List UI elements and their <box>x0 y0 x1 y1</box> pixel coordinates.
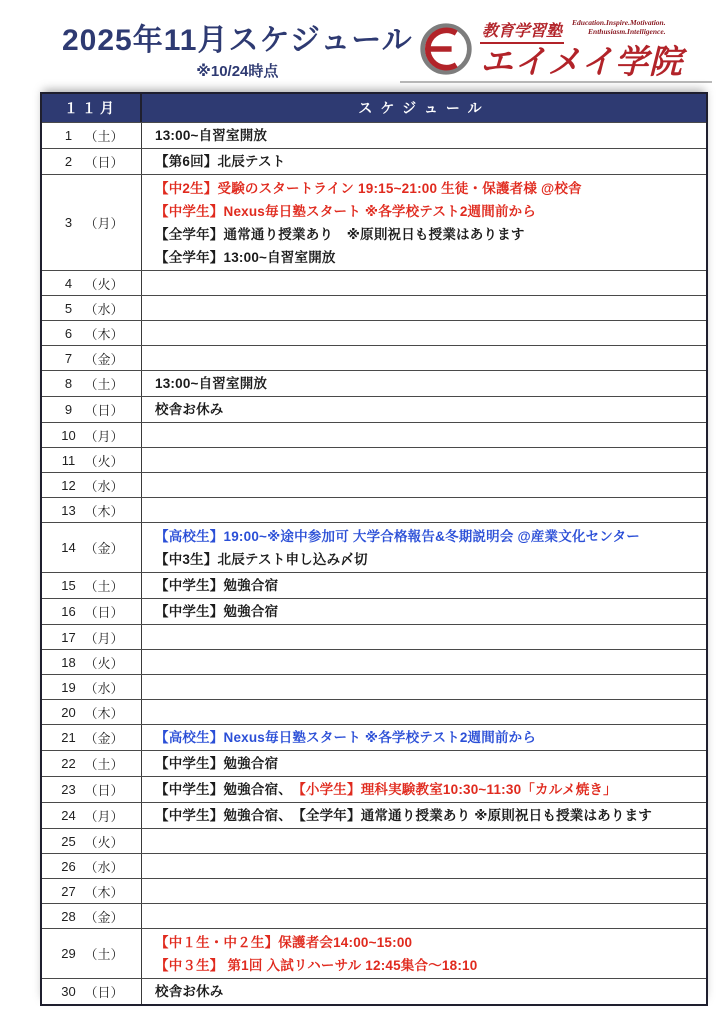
schedule-text-segment: 【中１生・中２生】保護者会14:00~15:00 <box>155 934 413 950</box>
date-cell <box>42 650 142 674</box>
date-cell <box>42 879 142 903</box>
schedule-cell <box>142 149 706 174</box>
date-cell <box>42 675 142 699</box>
weekday-label: （木） <box>84 705 124 721</box>
schedule-line <box>155 778 700 801</box>
schedule-row <box>42 649 706 674</box>
weekday-label: （木） <box>84 326 124 342</box>
date-number: 20 <box>61 704 76 720</box>
date-cell <box>42 346 142 370</box>
date-number: 28 <box>61 908 76 924</box>
logo-text <box>480 18 683 80</box>
date-number: 5 <box>64 300 73 316</box>
schedule-text-segment: 【中3生】北辰テスト申し込み〆切 <box>155 551 368 567</box>
date-cell <box>42 321 142 345</box>
schedule-line <box>155 525 700 548</box>
date-cell <box>42 803 142 828</box>
date-number: 10 <box>61 427 76 443</box>
date-cell <box>42 904 142 928</box>
logo-motto-line2: Enthusiasm.Intelligence. <box>588 27 666 37</box>
schedule-text-segment: 【中学生】勉強合宿、 【全学年】通常通り授業あり ※原則祝日も授業はあります <box>155 808 652 823</box>
schedule-line <box>155 574 700 597</box>
schedule-row <box>42 853 706 878</box>
schedule-row <box>42 447 706 472</box>
title-block <box>62 24 413 81</box>
weekday-label: （日） <box>84 155 124 170</box>
schedule-row <box>42 828 706 853</box>
schedule-text-segment: 【高校生】Nexus毎日塾スタート ※各学校テスト2週間前から <box>155 730 537 745</box>
schedule-cell <box>142 625 706 649</box>
date-cell <box>42 625 142 649</box>
date-number: 9 <box>64 402 73 417</box>
date-cell <box>42 751 142 776</box>
schedule-line <box>155 548 700 571</box>
date-number: 15 <box>61 578 76 593</box>
weekday-label: （水） <box>84 680 124 696</box>
date-cell <box>42 854 142 878</box>
date-cell <box>42 149 142 174</box>
date-cell <box>42 423 142 447</box>
as-of-date-note: ※10/24時点 <box>196 63 279 80</box>
weekday-label: （水） <box>84 478 124 494</box>
schedule-cell <box>142 473 706 497</box>
schedule-line <box>155 223 700 246</box>
schedule-text-segment: 【小学生】理科実験教室10:30~11:30「カルメ焼き」 <box>298 782 617 797</box>
schedule-row <box>42 978 706 1004</box>
date-number: 8 <box>64 376 73 391</box>
date-number: 22 <box>61 756 76 771</box>
weekday-label: （土） <box>84 129 124 144</box>
schedule-row <box>42 174 706 270</box>
month-column-header: １１月 <box>42 94 142 122</box>
schedule-cell <box>142 371 706 396</box>
weekday-label: （月） <box>84 216 124 231</box>
schedule-cell <box>142 675 706 699</box>
weekday-label: （金） <box>84 351 124 367</box>
weekday-label: （日） <box>84 985 124 1000</box>
schedule-line <box>155 200 700 223</box>
schedule-text-segment: 【中学生】勉強合宿 <box>155 756 279 771</box>
table-header-row <box>42 94 706 122</box>
date-number: 23 <box>61 782 76 797</box>
date-number: 1 <box>64 128 73 143</box>
weekday-label: （金） <box>84 909 124 925</box>
schedule-cell <box>142 725 706 750</box>
date-number: 16 <box>61 604 76 619</box>
schedule-cell <box>142 423 706 447</box>
schedule-cell <box>142 321 706 345</box>
weekday-label: （木） <box>84 503 124 519</box>
date-cell <box>42 271 142 295</box>
date-number: 18 <box>61 654 76 670</box>
schedule-row <box>42 148 706 174</box>
schedule-row <box>42 270 706 295</box>
schedule-row <box>42 497 706 522</box>
weekday-label: （日） <box>84 403 124 418</box>
date-cell <box>42 929 142 978</box>
date-number: 26 <box>61 858 76 874</box>
schedule-cell <box>142 175 706 270</box>
date-number: 25 <box>61 833 76 849</box>
date-number: 19 <box>61 679 76 695</box>
schedule-text-segment: 校舎お休み <box>155 402 224 417</box>
schedule-row <box>42 320 706 345</box>
schedule-row <box>42 674 706 699</box>
date-number: 30 <box>61 984 76 999</box>
schedule-row <box>42 776 706 802</box>
weekday-label: （日） <box>84 605 124 620</box>
weekday-label: （火） <box>84 276 124 292</box>
date-number: 21 <box>61 730 76 745</box>
schedule-row <box>42 699 706 724</box>
schedule-column-header: スケジュール <box>358 100 490 116</box>
schedule-text-segment: 【中学生】勉強合宿、 <box>155 782 299 797</box>
schedule-line <box>155 398 700 421</box>
weekday-label: （火） <box>84 453 124 469</box>
schedule-text-segment: 【第6回】北辰テスト <box>155 154 286 169</box>
schedule-cell <box>142 803 706 828</box>
schedule-text-segment: 【中３生】 第1回 入試リハーサル 12:45集合～18:10 <box>155 957 478 973</box>
weekday-label: （土） <box>84 757 124 772</box>
weekday-label: （金） <box>84 731 124 746</box>
date-number: 27 <box>61 883 76 899</box>
date-cell <box>42 700 142 724</box>
schedule-cell <box>142 979 706 1004</box>
schedule-text-segment: 【中2生】受験のスタートライン 19:15~21:00 生徒・保護者様 @校舎 <box>155 180 582 196</box>
schedule-cell <box>142 904 706 928</box>
schedule-cell <box>142 829 706 853</box>
weekday-label: （水） <box>84 301 124 317</box>
weekday-label: （金） <box>84 541 124 556</box>
schedule-cell <box>142 573 706 598</box>
schedule-text-segment: 【中学生】勉強合宿 <box>155 604 279 619</box>
schedule-line <box>155 726 700 749</box>
schedule-row <box>42 396 706 422</box>
schedule-line <box>155 246 700 269</box>
schedule-cell <box>142 123 706 148</box>
date-number: 14 <box>61 540 76 555</box>
schedule-cell <box>142 523 706 572</box>
emei-circle-e-icon <box>418 21 474 77</box>
date-cell <box>42 123 142 148</box>
date-number: 24 <box>61 808 76 823</box>
schedule-line <box>155 177 700 200</box>
schedule-cell <box>142 448 706 472</box>
schedule-text-segment: 13:00~自習室開放 <box>155 128 268 143</box>
weekday-label: （土） <box>84 377 124 392</box>
date-number: 4 <box>64 275 73 291</box>
schedule-row <box>42 572 706 598</box>
schedule-cell <box>142 650 706 674</box>
school-name: エイメイ学院 <box>480 43 684 80</box>
schedule-text-segment: 【高校生】19:00~※途中参加可 大学合格報告&冬期説明会 @産業文化センター <box>155 528 640 544</box>
schedule-line <box>155 804 700 827</box>
schedule-text-segment: 【全学年】13:00~自習室開放 <box>155 249 336 265</box>
date-cell <box>42 523 142 572</box>
weekday-label: （土） <box>84 947 124 962</box>
schedule-cell <box>142 271 706 295</box>
schedule-text-segment: 【全学年】通常通り授業あり ※原則祝日も授業はあります <box>155 226 525 242</box>
schedule-cell <box>142 929 706 978</box>
schedule-line <box>155 372 700 395</box>
schedule-line <box>155 600 700 623</box>
schedule-line <box>155 954 700 977</box>
schedule-row <box>42 422 706 447</box>
schedule-line <box>155 752 700 775</box>
date-number: 3 <box>64 215 73 230</box>
weekday-label: （水） <box>84 859 124 875</box>
schedule-cell <box>142 498 706 522</box>
date-cell <box>42 448 142 472</box>
schedule-row <box>42 472 706 497</box>
weekday-label: （月） <box>84 630 124 646</box>
schedule-row <box>42 928 706 978</box>
school-logo <box>418 18 714 80</box>
weekday-label: （火） <box>84 655 124 671</box>
schedule-row <box>42 802 706 828</box>
schedule-table <box>40 92 708 1006</box>
schedule-text-segment: 【中学生】勉強合宿 <box>155 578 279 593</box>
schedule-row <box>42 345 706 370</box>
schedule-text-segment: 校舎お休み <box>155 984 224 999</box>
date-cell <box>42 725 142 750</box>
date-cell <box>42 397 142 422</box>
logo-underline-rule <box>400 81 712 83</box>
weekday-label: （土） <box>84 579 124 594</box>
schedule-rows <box>42 122 706 1004</box>
date-number: 12 <box>61 477 76 493</box>
date-cell <box>42 371 142 396</box>
schedule-cell <box>142 296 706 320</box>
date-cell <box>42 777 142 802</box>
schedule-cell <box>142 751 706 776</box>
schedule-line <box>155 980 700 1003</box>
date-number: 29 <box>61 946 76 961</box>
schedule-row <box>42 370 706 396</box>
schedule-row <box>42 903 706 928</box>
schedule-row <box>42 522 706 572</box>
date-number: 13 <box>61 502 76 518</box>
weekday-label: （月） <box>84 809 124 824</box>
date-number: 6 <box>64 325 73 341</box>
schedule-text-segment: 13:00~自習室開放 <box>155 376 268 391</box>
schedule-text-segment: 【中学生】Nexus毎日塾スタート ※各学校テスト2週間前から <box>155 203 537 219</box>
date-number: 11 <box>61 452 76 468</box>
schedule-cell <box>142 397 706 422</box>
schedule-row <box>42 122 706 148</box>
schedule-row <box>42 878 706 903</box>
date-cell <box>42 296 142 320</box>
date-number: 2 <box>64 154 73 169</box>
date-cell <box>42 175 142 270</box>
schedule-cell <box>142 346 706 370</box>
date-cell <box>42 498 142 522</box>
schedule-row <box>42 724 706 750</box>
schedule-row <box>42 295 706 320</box>
weekday-label: （月） <box>84 428 124 444</box>
schedule-line <box>155 124 700 147</box>
date-cell <box>42 599 142 624</box>
date-cell <box>42 829 142 853</box>
date-cell <box>42 573 142 598</box>
schedule-row <box>42 750 706 776</box>
schedule-cell <box>142 700 706 724</box>
date-cell <box>42 473 142 497</box>
schedule-line <box>155 150 700 173</box>
schedule-line <box>155 931 700 954</box>
logo-tagline: 教育学習塾 <box>480 18 564 44</box>
date-cell <box>42 979 142 1004</box>
date-number: 7 <box>64 350 73 366</box>
page-title: 2025年11月スケジュール <box>62 24 413 57</box>
schedule-row <box>42 598 706 624</box>
weekday-label: （日） <box>84 783 124 798</box>
schedule-cell <box>142 854 706 878</box>
date-number: 17 <box>61 629 76 645</box>
schedule-cell <box>142 879 706 903</box>
weekday-label: （木） <box>84 884 124 900</box>
schedule-cell <box>142 777 706 802</box>
weekday-label: （火） <box>84 834 124 850</box>
schedule-row <box>42 624 706 649</box>
logo-motto <box>572 18 666 37</box>
schedule-cell <box>142 599 706 624</box>
logo-motto-line1: Education.Inspire.Motivation. <box>572 18 666 27</box>
